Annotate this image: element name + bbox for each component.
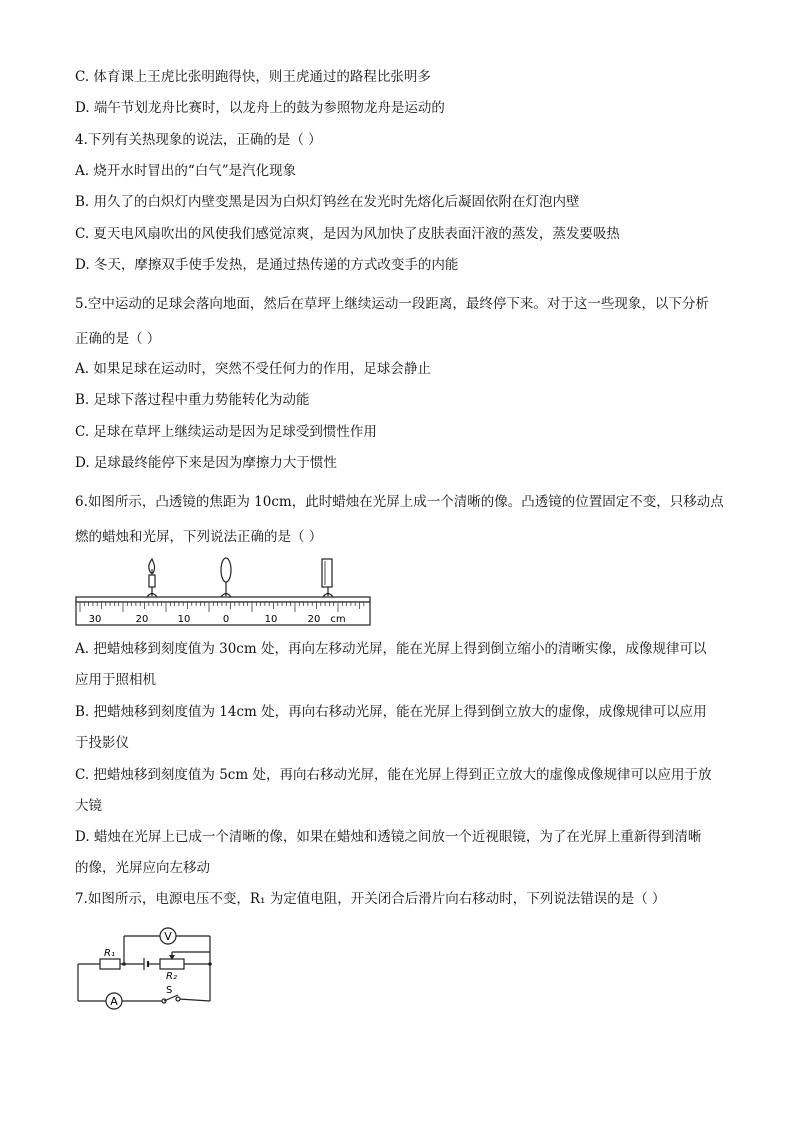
q3-option-c: C. 体育课上王虎比张明跑得快，则王虎通过的路程比张明多 (75, 69, 431, 85)
q6-option-c-line2: 大镜 (75, 798, 102, 814)
q6-option-a-line1: A. 把蜡烛移到刻度值为 30cm 处，再向左移动光屏，能在光屏上得到倒立缩小的清晰实像，成像规律可以 (75, 641, 707, 657)
q6-option-b-line2: 于投影仪 (75, 735, 129, 751)
q6-option-d-line2: 的像，光屏应向左移动 (75, 860, 210, 876)
q5-option-a: A. 如果足球在运动时，突然不受任何力的作用，足球会静止 (75, 361, 431, 377)
q5-option-d: D. 足球最终能停下来是因为摩擦力大于惯性 (75, 455, 337, 471)
r2-label: R₂ (166, 971, 177, 982)
voltmeter-label: V (164, 930, 172, 943)
q5-option-c: C. 足球在草坪上继续运动是因为足球受到惯性作用 (75, 424, 377, 440)
q6-stem-line2: 燃的蜡烛和光屏，下列说法正确的是（ ） (75, 529, 323, 545)
q7-stem: 7.如图所示，电源电压不变，R₁ 为定值电阻，开关闭合后滑片向右移动时，下列说法错误的是（ ） (75, 891, 666, 907)
r1-label: R₁ (104, 948, 115, 959)
q5-stem-line1: 5.空中运动的足球会落向地面，然后在草坪上继续运动一段距离，最终停下来。对于这一些现象，以下分析 (75, 296, 709, 312)
convex-lens-icon (221, 558, 231, 597)
circuit-diagram (74, 922, 224, 1014)
candle-icon (147, 559, 157, 597)
tick-label-unit: cm (330, 614, 346, 625)
q4-option-c: C. 夏天电风扇吹出的风使我们感觉凉爽，是因为风加快了皮肤表面汗液的蒸发，蒸发要吸热 (75, 226, 620, 242)
q4-option-b: B. 用久了的白炽灯内壁变黑是因为白炽灯钨丝在发光时先熔化后凝固依附在灯泡内壁 (75, 194, 580, 210)
tick-label-20: 20 (135, 614, 149, 625)
q5-stem-line2: 正确的是（ ） (75, 331, 161, 347)
q5-option-b: B. 足球下落过程中重力势能转化为动能 (75, 392, 310, 408)
q6-stem-line1: 6.如图所示，凸透镜的焦距为 10cm，此时蜡烛在光屏上成一个清晰的像。凸透镜的位置固定不变，只移动点 (75, 494, 724, 510)
q4-option-d: D. 冬天，摩擦双手使手发热，是通过热传递的方式改变手的内能 (75, 257, 459, 273)
tick-label-10: 10 (177, 614, 191, 625)
q4-option-a: A. 烧开水时冒出的“白气”是汽化现象 (75, 163, 297, 179)
tick-label-0: 0 (222, 614, 230, 625)
light-screen-icon (322, 559, 333, 597)
q6-option-a-line2: 应用于照相机 (75, 672, 156, 688)
optical-bench-figure (74, 556, 374, 630)
q3-option-d: D. 端午节划龙舟比赛时，以龙舟上的鼓为参照物龙舟是运动的 (75, 100, 445, 116)
q6-option-c-line1: C. 把蜡烛移到刻度值为 5cm 处，再向右移动光屏，能在光屏上得到正立放大的虚像成像规律可以应用于放 (75, 767, 712, 783)
q6-option-d-line1: D. 蜡烛在光屏上已成一个清晰的像，如果在蜡烛和透镜之间放一个近视眼镜，为了在光屏上重新得到清晰 (75, 829, 702, 845)
tick-label-30: 30 (88, 614, 102, 625)
q4-stem: 4.下列有关热现象的说法，正确的是（ ） (75, 132, 322, 148)
q6-option-b-line1: B. 把蜡烛移到刻度值为 14cm 处，再向右移动光屏，能在光屏上得到倒立放大的虚像，成像规律可以应用 (75, 704, 707, 720)
tick-label-10-right: 10 (264, 614, 278, 625)
tick-label-20-right: 20 (307, 614, 321, 625)
ammeter-label: A (110, 995, 118, 1008)
switch-label: S (166, 985, 173, 996)
